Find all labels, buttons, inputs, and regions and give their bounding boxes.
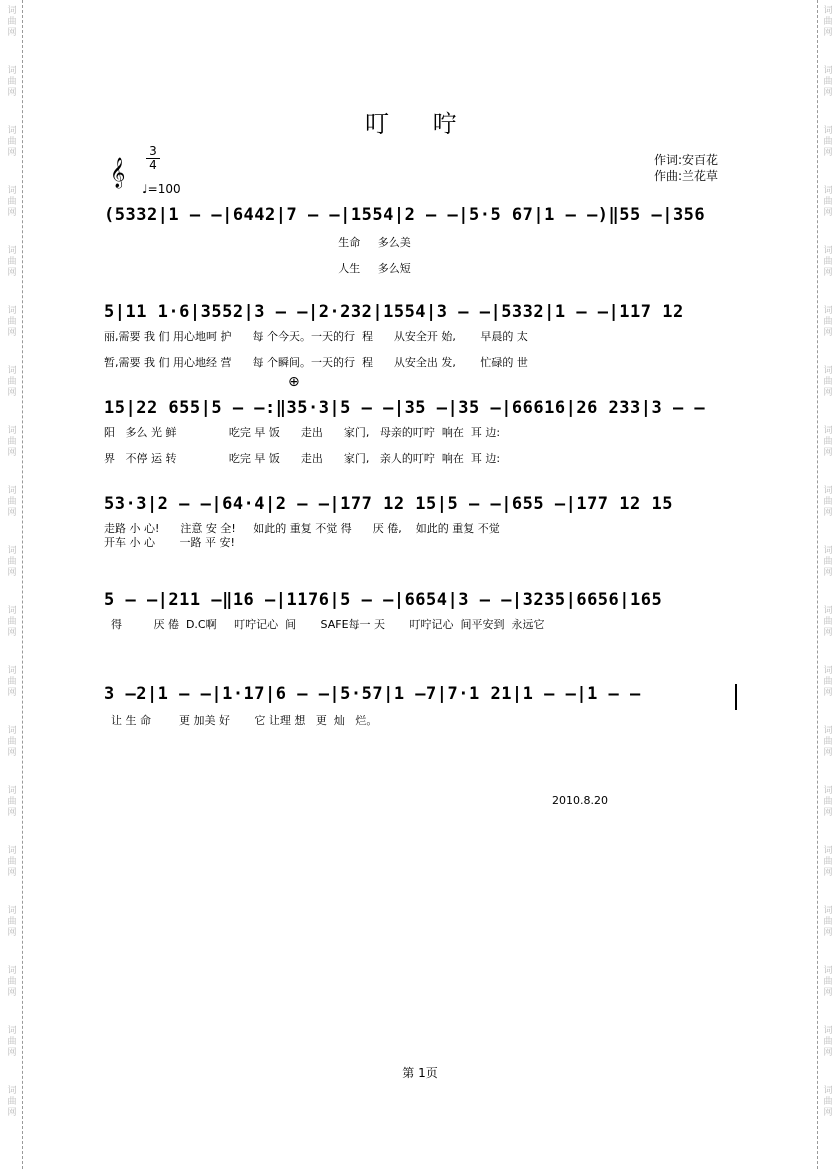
watermark-text: 词 曲 网: [7, 126, 17, 158]
watermark-text: 词 曲 网: [823, 906, 833, 938]
watermark-text: 词 曲 网: [7, 1026, 17, 1058]
lyric-line-1-verse-1: 生命 多么美: [104, 236, 411, 249]
coda-icon: ⊕: [288, 374, 300, 390]
notation-line-1: (5332|1 — —|6442|7 — —|1554|2 — —|5·5 67|1 — —)‖55 —|356: [104, 205, 706, 225]
composer-credit: 作曲:兰花草: [654, 169, 719, 183]
notation-line-2: 5|11 1·6|3552|3 — —|2·232|1554|3 — —|5332|1 — —|117 12: [104, 302, 684, 322]
watermark-text: 词 曲 网: [823, 546, 833, 578]
watermark-text: 词 曲 网: [7, 306, 17, 338]
score-line-2: [104, 302, 758, 330]
tempo-marking: ♩=100: [142, 182, 181, 196]
watermark-text: 词 曲 网: [823, 426, 833, 458]
score-line-6: [104, 684, 758, 712]
notation-line-6: 3 —2|1 — —|1·17|6 — —|5·57|1 —7|7·1 21|1 — —|1 — —: [104, 684, 641, 704]
watermark-text: 词 曲 网: [7, 66, 17, 98]
time-signature: [146, 145, 160, 172]
song-title: 叮 咛: [365, 110, 475, 138]
watermark-text: 词 曲 网: [823, 246, 833, 278]
watermark-text: 词 曲 网: [7, 486, 17, 518]
watermark-text: 词 曲 网: [823, 126, 833, 158]
watermark-text: 词 曲 网: [823, 606, 833, 638]
watermark-text: 词 曲 网: [7, 1086, 17, 1118]
time-signature-bottom: 4: [149, 158, 157, 172]
watermark-text: 词 曲 网: [7, 726, 17, 758]
watermark-text: 词 曲 网: [823, 306, 833, 338]
watermark-text: 词 曲 网: [823, 846, 833, 878]
watermark-text: 词 曲 网: [7, 426, 17, 458]
watermark-text: 词 曲 网: [823, 726, 833, 758]
notation-line-3: 15|22 655|5 — —:‖35·3|5 — —|35 —|35 —|66616|26 233|3 — —: [104, 398, 706, 418]
notation-line-4: 53·3|2 — —|64·4|2 — —|177 12 15|5 — —|655 —|177 12 15: [104, 494, 673, 514]
lyric-line-2-verse-2: 暂,需要 我 们 用心地经 营 每 个瞬间。一天的行 程 从安全出 发, 忙碌的 世: [104, 356, 528, 369]
notation-line-5: 5 — —|211 —‖16 —|1176|5 — —|6654|3 — —|3235|6656|165: [104, 590, 663, 610]
credits-block: [654, 152, 718, 184]
lyric-line-4-verse-2: 开车 小 心 一路 平 安!: [104, 536, 235, 549]
watermark-text: 词 曲 网: [7, 906, 17, 938]
watermark-text: 词 曲 网: [823, 1026, 833, 1058]
score-line-3: [104, 398, 758, 426]
final-barline: [735, 684, 737, 710]
watermark-text: 词 曲 网: [7, 966, 17, 998]
watermark-text: 词 曲 网: [823, 186, 833, 218]
watermark-text: 词 曲 网: [7, 666, 17, 698]
lyric-line-1-verse-2: 人生 多么短: [104, 262, 411, 275]
composition-date: 2010.8.20: [552, 794, 608, 807]
watermark-text: 词 曲 网: [823, 666, 833, 698]
watermark-text: 词 曲 网: [7, 186, 17, 218]
watermark-text: 词 曲 网: [7, 606, 17, 638]
watermark-text: 词 曲 网: [7, 786, 17, 818]
watermark-text: 词 曲 网: [823, 66, 833, 98]
watermark-text: 词 曲 网: [7, 246, 17, 278]
watermark-text: 词 曲 网: [823, 366, 833, 398]
score-line-4: [104, 494, 758, 522]
watermark-text: 词 曲 网: [823, 6, 833, 38]
watermark-text: 词 曲 网: [7, 366, 17, 398]
watermark-text: 词 曲 网: [823, 966, 833, 998]
score-line-1: [104, 205, 758, 233]
lyric-line-6-verse-1: 让 生 命 更 加美 好 它 让理 想 更 灿 烂。: [104, 714, 378, 727]
score-line-5: [104, 590, 758, 618]
lyric-line-3-verse-1: 阳 多么 光 鲜 吃完 早 饭 走出 家门, 母亲的叮咛 响在 耳 边:: [104, 426, 501, 439]
page-number: 第 1页: [402, 1066, 438, 1080]
lyric-line-2-verse-1: 丽,需要 我 们 用心地呵 护 每 个今天。一天的行 程 从安全开 始, 早晨的 太: [104, 330, 528, 343]
lyric-line-3-verse-2: 界 不停 运 转 吃完 早 饭 走出 家门, 亲人的叮咛 响在 耳 边:: [104, 452, 501, 465]
watermark-text: 词 曲 网: [7, 546, 17, 578]
lyric-line-4-verse-1: 走路 小 心! 注意 安 全! 如此的 重复 不觉 得 厌 倦, 如此的 重复 不觉: [104, 522, 500, 535]
lyric-line-5-verse-1: 得 厌 倦 D.C啊 叮咛记心 间 SAFE每一 天 叮咛记心 间平安到 永远它: [104, 618, 545, 631]
watermark-text: 词 曲 网: [823, 786, 833, 818]
time-signature-top: 3: [146, 145, 160, 159]
watermark-text: 词 曲 网: [7, 6, 17, 38]
treble-clef-icon: 𝄞: [110, 158, 126, 188]
lyricist-credit: 作词:安百花: [654, 153, 719, 167]
watermark-text: 词 曲 网: [7, 846, 17, 878]
watermark-text: 词 曲 网: [823, 486, 833, 518]
watermark-text: 词 曲 网: [823, 1086, 833, 1118]
